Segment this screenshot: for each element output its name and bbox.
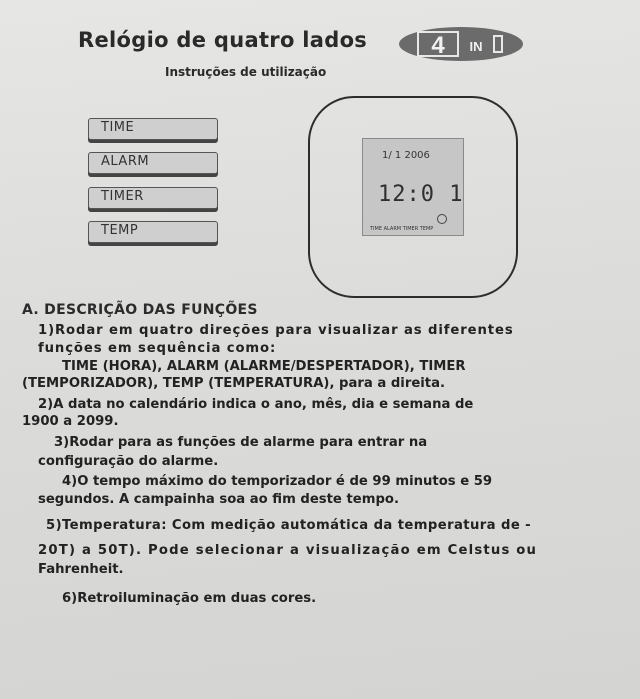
text-line: 2)A data no calendário indica o ano, mês, dia e semana de bbox=[38, 397, 474, 412]
page-title: Relógio de quatro lados bbox=[78, 28, 368, 52]
text-line: segundos. A campainha soa ao fim deste tempo. bbox=[38, 492, 399, 507]
section-heading: A. DESCRIÇÃO DAS FUNÇÕES bbox=[22, 302, 258, 318]
text-line: 1900 a 2099. bbox=[22, 414, 119, 429]
lcd-function-labels: TIME ALARM TIMER TEMP bbox=[370, 226, 434, 232]
function-label-alarm: ALARM bbox=[88, 152, 218, 174]
function-label-temp: TEMP bbox=[88, 221, 218, 243]
text-line: 5)Temperatura: Com medição automática da temperatura de - bbox=[46, 518, 532, 533]
four-in-one-badge bbox=[398, 26, 524, 62]
text-line: 20T) a 50T). Pode selecionar a visualização em Celstus ou bbox=[38, 543, 538, 558]
text-line: TIME (HORA), ALARM (ALARME/DESPERTADOR), TIMER bbox=[62, 359, 466, 374]
text-line: 1)Rodar em quatro direções para visualizar as diferentes bbox=[38, 323, 514, 338]
text-line: (TEMPORIZADOR), TEMP (TEMPERATURA), para a direita. bbox=[22, 376, 446, 391]
text-line: 3)Rodar para as funções de alarme para entrar na bbox=[54, 435, 428, 450]
text-line: Fahrenheit. bbox=[38, 562, 124, 577]
text-line: funções em sequência como: bbox=[38, 341, 277, 356]
lcd-date: 1/ 1 2006 bbox=[382, 150, 430, 161]
text-line: 6)Retroiluminação em duas cores. bbox=[62, 591, 317, 606]
function-label-time: TIME bbox=[88, 118, 218, 140]
function-label-timer: TIMER bbox=[88, 187, 218, 209]
badge-number: 4 bbox=[431, 32, 445, 59]
badge-text: IN bbox=[469, 39, 483, 54]
lcd-time: 12:0 1 bbox=[378, 182, 464, 207]
text-line: configuração do alarme. bbox=[38, 454, 219, 469]
alarm-icon bbox=[437, 214, 447, 224]
text-line: 4)O tempo máximo do temporizador é de 99 minutos e 59 bbox=[62, 474, 493, 489]
page-subtitle: Instruções de utilização bbox=[165, 65, 327, 79]
